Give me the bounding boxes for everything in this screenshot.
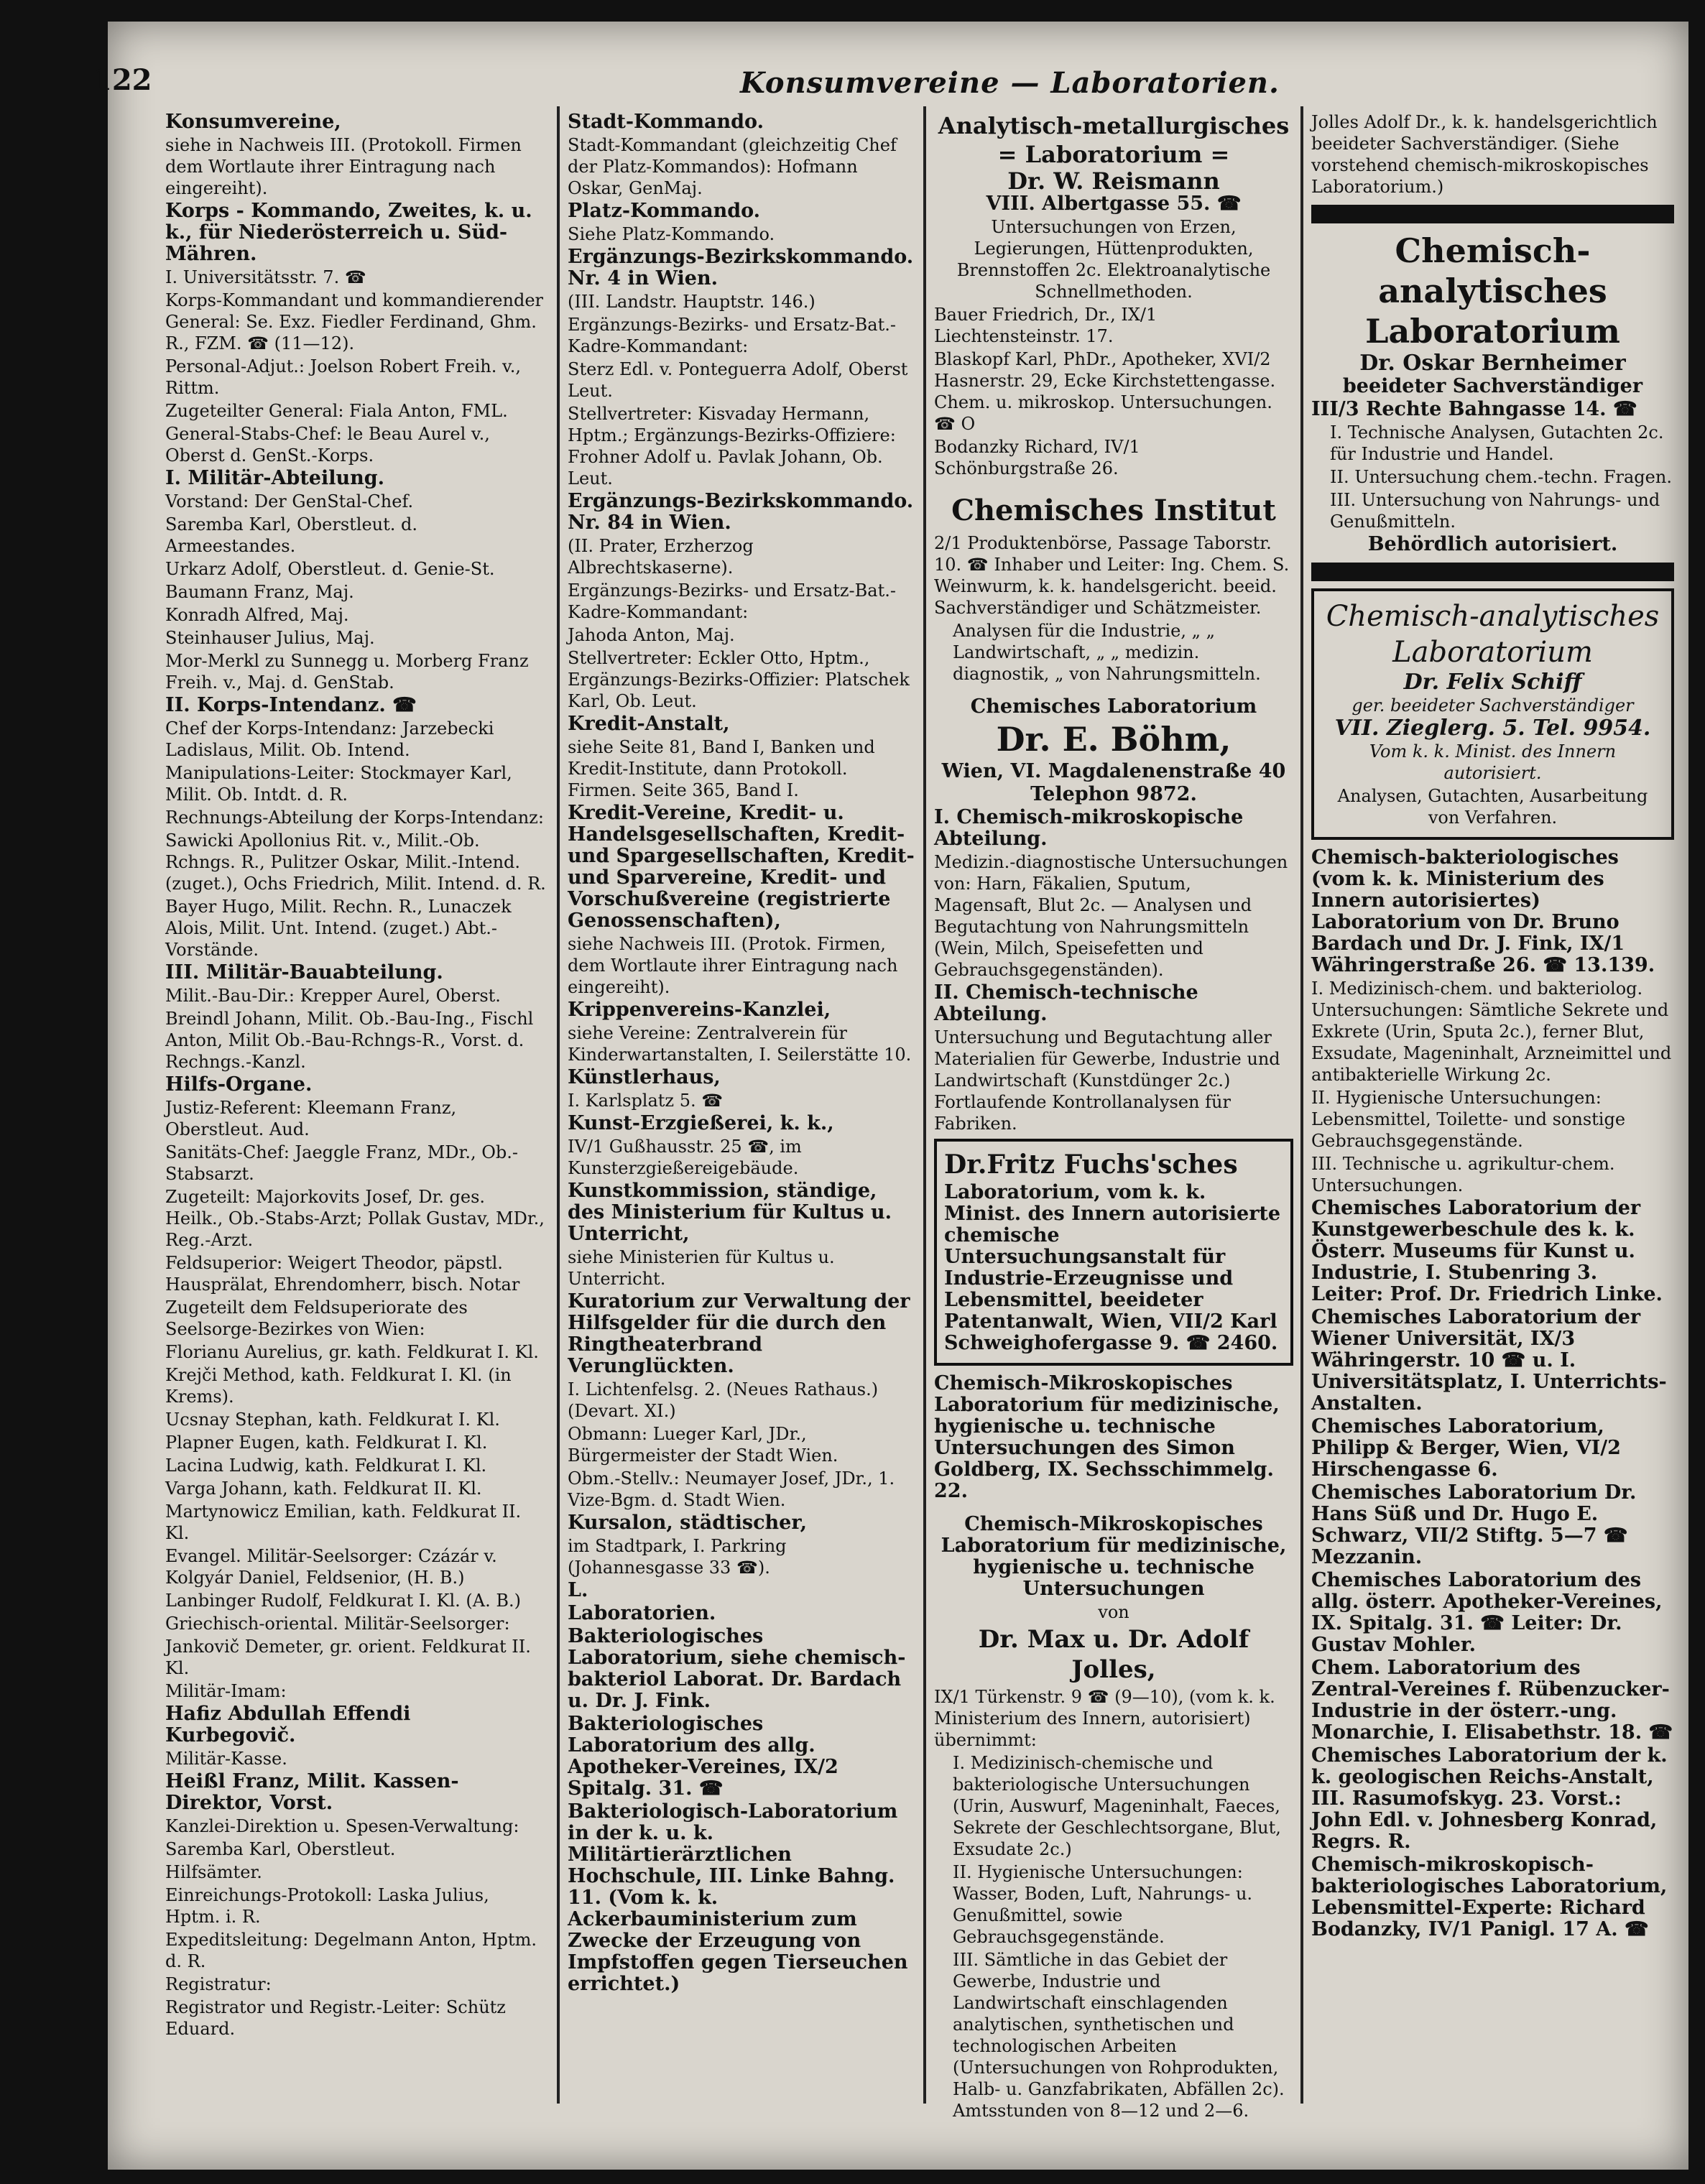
entry: Bakteriologisch-Laboratorium in der k. u. k. Militärtierärztlichen Hochschule, III. Linke Bahng. 11. (Vom k. k. Ackerbauministerium zum Zwecke der Erzeugung von Impfstoffen gegen Tierseuchen errichtet.) — [568, 1800, 908, 1995]
schiff-text: Analysen, Gutachten, Ausarbeitung von Verfahren. — [1337, 786, 1648, 828]
bohm-section-1-text: Medizin.-diagnostische Untersuchungen von: Harn, Fäkalien, Sputum, Magensaft, Blut 2c. — Analysen und Begutachtung von Nahrungsmitteln (Wein, Milch, Speisefetten und Gebrauchsgegenständen). — [934, 852, 1288, 980]
entry: I. Medizinisch-chem. und bakteriolog. Untersuchungen: Sämtliche Sekrete und Exkrete (Urin, Sputa 2c.), ferner Blut, Exsudate, Mageninhalt, Arzneimittel und antibakterielle Wirkung 2c. — [1311, 978, 1672, 1085]
entry: Ucsnay Stephan, kath. Feldkurat I. Kl. — [165, 1410, 500, 1430]
entry: Sawicki Apollonius Rit. v., Milit.-Ob. Rchngs. R., Pulitzer Oskar, Milit.-Intend. (zuget.), Ochs Friedrich, Milit. Intend. d. R. — [165, 830, 546, 894]
entry: II. Korps-Intendanz. ☎ — [165, 694, 417, 716]
entry: Registrator und Registr.-Leiter: Schütz Eduard. — [165, 1997, 506, 2039]
jolles-item-1: I. Medizinisch-chemische und bakteriologische Untersuchungen (Urin, Auswurf, Mageninhalt, Faeces, Sekrete der Geschlechtsorgane, Blut, Exsudate 2c.) — [953, 1753, 1281, 1859]
entry: Registratur: — [165, 1974, 272, 1994]
entry: L. — [568, 1579, 588, 1601]
entry: Lacina Ludwig, kath. Feldkurat I. Kl. — [165, 1456, 487, 1476]
entry: Saremba Karl, Oberstleut. — [165, 1839, 396, 1859]
entry: Chef der Korps-Intendanz: Jarzebecki Ladislaus, Milit. Ob. Intend. — [165, 718, 494, 760]
entry: Kursalon, städtischer, — [568, 1512, 808, 1534]
entry: Korps - Kommando, Zweites, k. u. k., für Niederösterreich u. Süd-Mähren. — [165, 200, 532, 265]
entry: Justiz-Referent: Kleemann Franz, Oberstleut. Aud. — [165, 1098, 457, 1139]
entry: Laboratorien. — [568, 1602, 716, 1624]
entry: Obm.-Stellv.: Neumayer Josef, JDr., 1. Vize-Bgm. d. Stadt Wien. — [568, 1468, 895, 1510]
entry: Bodanzky Richard, IV/1 Schönburgstraße 26. — [934, 437, 1140, 478]
entry: Blaskopf Karl, PhDr., Apotheker, XVI/2 Hasnerstr. 29, Ecke Kirchstettengasse. Chem. u. mikroskop. Untersuchungen. ☎ O — [934, 349, 1276, 434]
institut-list: Analysen für die Industrie, „ „ Landwirtschaft, „ „ medizin. diagnostik, „ von Nahrungsmitteln. — [953, 621, 1261, 684]
entry: Militär-Kasse. — [165, 1749, 287, 1769]
entry: Einreichungs-Protokoll: Laska Julius, Hptm. i. R. — [165, 1885, 489, 1927]
entry: Chemisches Laboratorium der Kunstgewerbeschule des k. k. Österr. Museums für Kunst u. Industrie, I. Stubenring 3. Leiter: Prof. Dr. Friedrich Linke. — [1311, 1197, 1663, 1305]
jolles-von: von — [1098, 1602, 1129, 1622]
entry: Ergänzungs-Bezirks- und Ersatz-Bat.-Kadre-Kommandant: — [568, 580, 896, 622]
bernheimer-name: Dr. Oskar Bernheimer — [1359, 351, 1626, 376]
reismann-ad — [934, 111, 1293, 302]
entry: I. Karlsplatz 5. ☎ — [568, 1091, 724, 1111]
institut-text: 2/1 Produktenbörse, Passage Taborstr. 10. ☎ Inhaber und Leiter: Ing. Chem. S. Weinwurm, k. k. handelsgericht. beeid. Sachverständiger und Schätzmeister. — [934, 533, 1290, 618]
entry: Kredit-Anstalt, — [568, 713, 730, 735]
entry: Florianu Aurelius, gr. kath. Feldkurat I. Kl. — [165, 1342, 539, 1362]
entry: Kuratorium zur Verwaltung der Hilfsgelder für die durch den Ringtheaterbrand Verunglückten. — [568, 1290, 910, 1377]
entry: Feldsuperior: Weigert Theodor, päpstl. Hausprälat, Ehrendomherr, bisch. Notar — [165, 1253, 520, 1295]
institut-title: Chemisches Institut — [951, 494, 1276, 527]
jolles-note: Jolles Adolf Dr., k. k. handelsgerichtlich beeideter Sachverständiger. (Siehe vorstehend chemisch-mikroskopisches Laboratorium.) — [1311, 112, 1658, 197]
entry: Künstlerhaus, — [568, 1066, 721, 1088]
divider-bar — [1311, 563, 1674, 581]
bohm-name: Dr. E. Böhm, — [996, 720, 1232, 759]
entry: Chemisches Laboratorium der k. k. geologischen Reichs-Anstalt, III. Rasumofskyg. 23. Vorst.: John Edl. v. Johnesberg Konrad, Regrs. R. — [1311, 1744, 1668, 1853]
bernheimer-item: III. Untersuchung von Nahrungs- und Genußmitteln. — [1330, 490, 1660, 532]
entry: Chem. Laboratorium des Zentral-Vereines f. Rübenzucker-Industrie in der österr.-ung. Monarchie, I. Elisabethstr. 18. ☎ — [1311, 1657, 1673, 1744]
entry: Plapner Eugen, kath. Feldkurat I. Kl. — [165, 1433, 488, 1453]
schiff-ad — [1311, 588, 1674, 840]
entry: Kredit-Vereine, Kredit- u. Handelsgesellschaften, Kredit- und Spargesellschaften, Kredit- und Sparvereine, Kredit- und Vorschußvereine (registrierte Genossenschaften), — [568, 802, 915, 932]
entry: Militär-Imam: — [165, 1681, 287, 1701]
entry: im Stadtpark, I. Parkring (Johannesgasse 33 ☎). — [568, 1536, 787, 1578]
entry: Varga Johann, kath. Feldkurat II. Kl. — [165, 1479, 482, 1499]
bernheimer-authorized: Behördlich autorisiert. — [1367, 533, 1618, 555]
column-4-entries — [1311, 847, 1674, 1940]
entry: Krejči Method, kath. Feldkurat I. Kl. (in Krems). — [165, 1365, 512, 1407]
bohm-telephone: Telephon 9872. — [1030, 783, 1197, 805]
entry: Manipulations-Leiter: Stockmayer Karl, Milit. Ob. Intdt. d. R. — [165, 763, 512, 805]
entry: Urkarz Adolf, Oberstleut. d. Genie-St. — [165, 559, 495, 579]
column-rule-1 — [557, 106, 560, 2104]
entry: Zugeteilt: Majorkovits Josef, Dr. ges. Heilk., Ob.-Stabs-Arzt; Pollak Gustav, MDr., Reg.-Arzt. — [165, 1187, 545, 1250]
entry: siehe Nachweis III. (Protok. Firmen, dem Wortlaute ihrer Eintragung nach eingereiht). — [568, 934, 898, 997]
schiff-name: Dr. Felix Schiff — [1403, 670, 1582, 695]
jolles-item-2: II. Hygienische Untersuchungen: Wasser, Boden, Luft, Nahrungs- u. Genußmittel, sowie Gebrauchsgegenstände. — [953, 1862, 1253, 1947]
fuchs-title: Dr.Fritz Fuchs'sches — [944, 1149, 1238, 1180]
entry: II. Hygienische Untersuchungen: Lebensmittel, Toilette- und sonstige Gebrauchsgegenstände. — [1311, 1088, 1626, 1151]
entry: Saremba Karl, Oberstleut. d. Armeestandes. — [165, 514, 418, 556]
bernheimer-sub: beeideter Sachverständiger — [1342, 375, 1643, 397]
entry: Chemisches Laboratorium der Wiener Universität, IX/3 Währingerstr. 10 ☎ u. I. Universitätsplatz, I. Unterrichts-Anstalten. — [1311, 1306, 1667, 1415]
entry: Milit.-Bau-Dir.: Krepper Aurel, Oberst. — [165, 986, 501, 1006]
goldberg-entry: Chemisch-Mikroskopisches Laboratorium für medizinische, hygienische u. technische Untersuchungen des Simon Goldberg, IX. Sechsschimmelg. 22. — [934, 1372, 1280, 1502]
entry: Krippenvereins-Kanzlei, — [568, 999, 831, 1021]
schiff-title: Chemisch-analytisches Laboratorium — [1326, 600, 1660, 669]
entry: Chemisch-mikroskopisch-bakteriologisches Laboratorium, Lebensmittel-Experte: Richard Bodanzky, IV/1 Panigl. 17 A. ☎ — [1311, 1854, 1668, 1940]
entry: Stadt-Kommandant (gleichzeitig Chef der Platz-Kommandos): Hofmann Oskar, GenMaj. — [568, 135, 897, 198]
entry: Chemisch-bakteriologisches (vom k. k. Ministerium des Innern autorisiertes) Laboratorium von Dr. Bruno Bardach und Dr. J. Fink, IX/1 Währingerstraße 26. ☎ 13.139. — [1311, 846, 1655, 976]
column-rule-3 — [1300, 106, 1303, 2104]
entry: I. Lichtenfelsg. 2. (Neues Rathaus.) (Devart. XI.) — [568, 1379, 879, 1421]
divider-bar — [1311, 205, 1674, 223]
entry: Kanzlei-Direktion u. Spesen-Verwaltung: — [165, 1816, 519, 1836]
entry: (II. Prater, Erzherzog Albrechtskaserne). — [568, 536, 754, 578]
schiff-address: VII. Zieglerg. 5. Tel. 9954. — [1334, 716, 1651, 741]
column-1 — [165, 111, 546, 2109]
entry: Zugeteilt dem Feldsuperiorate des Seelsorge-Bezirkes von Wien: — [165, 1297, 468, 1339]
entry: Expeditsleitung: Degelmann Anton, Hptm. d. R. — [165, 1930, 537, 1971]
entry: Breindl Johann, Milit. Ob.-Bau-Ing., Fischl Anton, Milit Ob.-Bau-Rchngs-R., Vorst. d. Rechngs.-Kanzl. — [165, 1009, 534, 1072]
entry: Konsumvereine, — [165, 111, 341, 133]
column-3 — [934, 111, 1293, 2121]
bohm-section-2: II. Chemisch-technische Abteilung. — [934, 981, 1198, 1025]
entry: Bakteriologisches Laboratorium des allg. Apotheker-Vereines, IX/2 Spitalg. 31. ☎ — [568, 1713, 838, 1800]
entry: Bauer Friedrich, Dr., IX/1 Liechtensteinstr. 17. — [934, 305, 1158, 346]
bohm-head: Chemisches Laboratorium — [970, 695, 1257, 718]
jolles-address: IX/1 Türkenstr. 9 ☎ (9—10), (vom k. k. Ministerium des Innern, autorisiert) übernimmt: — [934, 1687, 1275, 1750]
entry: Stellvertreter: Kisvaday Hermann, Hptm.; Ergänzungs-Bezirks-Offiziere: Frohner Adolf u. Pavlak Johann, Ob. Leut. — [568, 404, 896, 489]
entry: siehe in Nachweis III. (Protokoll. Firmen dem Wortlaute ihrer Eintragung nach eingereiht). — [165, 135, 522, 198]
fuchs-text: Laboratorium, vom k. k. Minist. des Innern autorisierte chemische Untersuchungsanstalt für Industrie-Erzeugnisse und Lebensmittel, beeideter Patentanwalt, Wien, VII/2 Karl Schweighofergasse 9. ☎ 2460. — [944, 1181, 1281, 1354]
bernheimer-item: II. Untersuchung chem.-techn. Fragen. — [1330, 467, 1672, 487]
entry: siehe Vereine: Zentralverein für Kinderwartanstalten, I. Seilerstätte 10. — [568, 1023, 912, 1065]
bohm-address: Wien, VI. Magdalenenstraße 40 — [941, 760, 1286, 782]
jolles-head: Chemisch-Mikroskopisches Laboratorium für medizinische, hygienische u. technische Untersuchungen — [941, 1513, 1287, 1600]
entry: Sterz Edl. v. Ponteguerra Adolf, Oberst Leut. — [568, 359, 908, 401]
entry: Personal-Adjut.: Joelson Robert Freih. v., Rittm. — [165, 356, 521, 398]
entry: Kunst-Erzgießerei, k. k., — [568, 1112, 834, 1134]
entry: Bakteriologisches Laboratorium, siehe chemisch-bakteriol Laborat. Dr. Bardach u. Dr. J. Fink. — [568, 1625, 906, 1712]
entry: Bayer Hugo, Milit. Rechn. R., Lunaczek Alois, Milit. Unt. Intend. (zuget.) Abt.-Vorstände. — [165, 897, 512, 960]
entry: Heißl Franz, Milit. Kassen-Direktor, Vorst. — [165, 1770, 459, 1814]
entry: III. Technische u. agrikultur-chem. Untersuchungen. — [1311, 1154, 1615, 1195]
entry: Kunstkommission, ständige, des Ministerium für Kultus u. Unterricht, — [568, 1180, 892, 1245]
jolles-name: Dr. Max u. Dr. Adolf Jolles, — [978, 1625, 1249, 1684]
bernheimer-item: I. Technische Analysen, Gutachten 2c. für Industrie und Handel. — [1330, 422, 1664, 464]
running-head: Konsumvereine — Laboratorien. — [740, 66, 1280, 100]
entry: Griechisch-oriental. Militär-Seelsorger: — [165, 1614, 510, 1634]
entry: III. Militär-Bauabteilung. — [165, 961, 443, 984]
entry: Chemisches Laboratorium, Philipp & Berger, Wien, VI/2 Hirschengasse 6. — [1311, 1415, 1621, 1481]
entry: Ergänzungs-Bezirks- und Ersatz-Bat.-Kadre-Kommandant: — [568, 315, 896, 356]
entry: (III. Landstr. Hauptstr. 146.) — [568, 292, 815, 312]
entry: siehe Seite 81, Band I, Banken und Kredit-Institute, dann Protokoll. Firmen. Seite 365, Band I. — [568, 737, 875, 800]
entry: Evangel. Militär-Seelsorger: Czázár v. Kolgyár Daniel, Feldsenior, (H. B.) — [165, 1546, 497, 1588]
entry: Chemisches Laboratorium Dr. Hans Süß und Dr. Hugo E. Schwarz, VII/2 Stiftg. 5—7 ☎ Mezzanin. — [1311, 1481, 1637, 1568]
schiff-sub: ger. beeideter Sachverständiger — [1351, 695, 1634, 716]
entry: Steinhauser Julius, Maj. — [165, 628, 375, 648]
reismann-title: Analytisch-metallurgisches = Laboratorium = — [938, 112, 1290, 168]
entry: Platz-Kommando. — [568, 200, 761, 222]
bernheimer-address: III/3 Rechte Bahngasse 14. ☎ — [1311, 398, 1637, 420]
bernheimer-title: Chemisch-analytisches Laboratorium — [1365, 231, 1620, 351]
entry: Chemisches Laboratorium des allg. österr. Apotheker-Vereines, IX. Spitalg. 31. ☎ Leiter: Dr. Gustav Mohler. — [1311, 1569, 1663, 1656]
entry: Jahoda Anton, Maj. — [568, 625, 735, 645]
entry: Lanbinger Rudolf, Feldkurat I. Kl. (A. B.) — [165, 1591, 521, 1611]
entry: Stellvertreter: Eckler Otto, Hptm., Ergänzungs-Bezirks-Offizier: Platschek Karl, Ob. Leut. — [568, 648, 910, 711]
entry: Vorstand: Der GenStal-Chef. — [165, 491, 414, 512]
entry: Sanitäts-Chef: Jaeggle Franz, MDr., Ob.-Stabsarzt. — [165, 1142, 519, 1184]
entry: Hafiz Abdullah Effendi Kurbegovič. — [165, 1703, 411, 1746]
entry: Jankovič Demeter, gr. orient. Feldkurat II. Kl. — [165, 1637, 531, 1678]
fuchs-ad — [934, 1139, 1293, 1366]
bohm-section-1: I. Chemisch-mikroskopische Abteilung. — [934, 806, 1244, 850]
jolles-item-3: III. Sämtliche in das Gebiet der Gewerbe, Industrie und Landwirtschaft einschlagenden analytischen, synthetischen und technologischen Arbeiten (Untersuchungen von Rohprodukten, Halb- u. Ganzfabrikaten, Abfällen 2c). Amtsstunden von 8—12 und 2—6. — [953, 1950, 1285, 2121]
entry: siehe Ministerien für Kultus u. Unterricht. — [568, 1247, 835, 1289]
entry: Ergänzungs-Bezirkskommando. Nr. 4 in Wien. — [568, 246, 914, 290]
reismann-address: VIII. Albertgasse 55. ☎ — [986, 193, 1242, 215]
entry: Rechnungs-Abteilung der Korps-Intendanz: — [165, 808, 544, 828]
reismann-text: Untersuchungen von Erzen, Legierungen, Hüttenprodukten, Brennstoffen 2c. Elektroanalytische Schnellmethoden. — [956, 217, 1271, 302]
entry: Martynowicz Emilian, kath. Feldkurat II. Kl. — [165, 1502, 522, 1543]
reismann-name: Dr. W. Reismann — [1007, 167, 1220, 195]
entry: I. Militär-Abteilung. — [165, 467, 385, 489]
entry: Hilfsämter. — [165, 1862, 262, 1882]
entry: Zugeteilter General: Fiala Anton, FML. — [165, 401, 508, 421]
page-number: 122 — [92, 63, 152, 97]
entry: Mor-Merkl zu Sunnegg u. Morberg Franz Freih. v., Maj. d. GenStab. — [165, 651, 529, 693]
column-2 — [568, 111, 916, 2109]
entry: Stadt-Kommando. — [568, 111, 764, 133]
bohm-section-2-text: Untersuchung und Begutachtung aller Materialien für Gewerbe, Industrie und Landwirtschaft (Kunstdünger 2c.) Fortlaufende Kontrollanalysen für Fabriken. — [934, 1027, 1280, 1134]
entry: IV/1 Gußhausstr. 25 ☎, im Kunsterzgießereigebäude. — [568, 1137, 802, 1178]
entry: General-Stabs-Chef: le Beau Aurel v., Oberst d. GenSt.-Korps. — [165, 424, 490, 466]
entry: Ergänzungs-Bezirkskommando. Nr. 84 in Wien. — [568, 490, 914, 534]
column-rule-2 — [923, 106, 926, 2104]
entry: Konradh Alfred, Maj. — [165, 605, 349, 625]
column-4 — [1311, 111, 1674, 2109]
entry: I. Universitätsstr. 7. ☎ — [165, 267, 366, 287]
entry: Hilfs-Organe. — [165, 1073, 313, 1096]
schiff-authorized: Vom k. k. Minist. des Innern autorisiert. — [1369, 741, 1617, 783]
entry: Baumann Franz, Maj. — [165, 582, 354, 602]
entry: Siehe Platz-Kommando. — [568, 224, 775, 244]
entry: Obmann: Lueger Karl, JDr., Bürgermeister der Stadt Wien. — [568, 1424, 838, 1466]
entry: Korps-Kommandant und kommandierender General: Se. Exz. Fiedler Ferdinand, Ghm. R., FZM. ☎ (11—12). — [165, 290, 544, 353]
